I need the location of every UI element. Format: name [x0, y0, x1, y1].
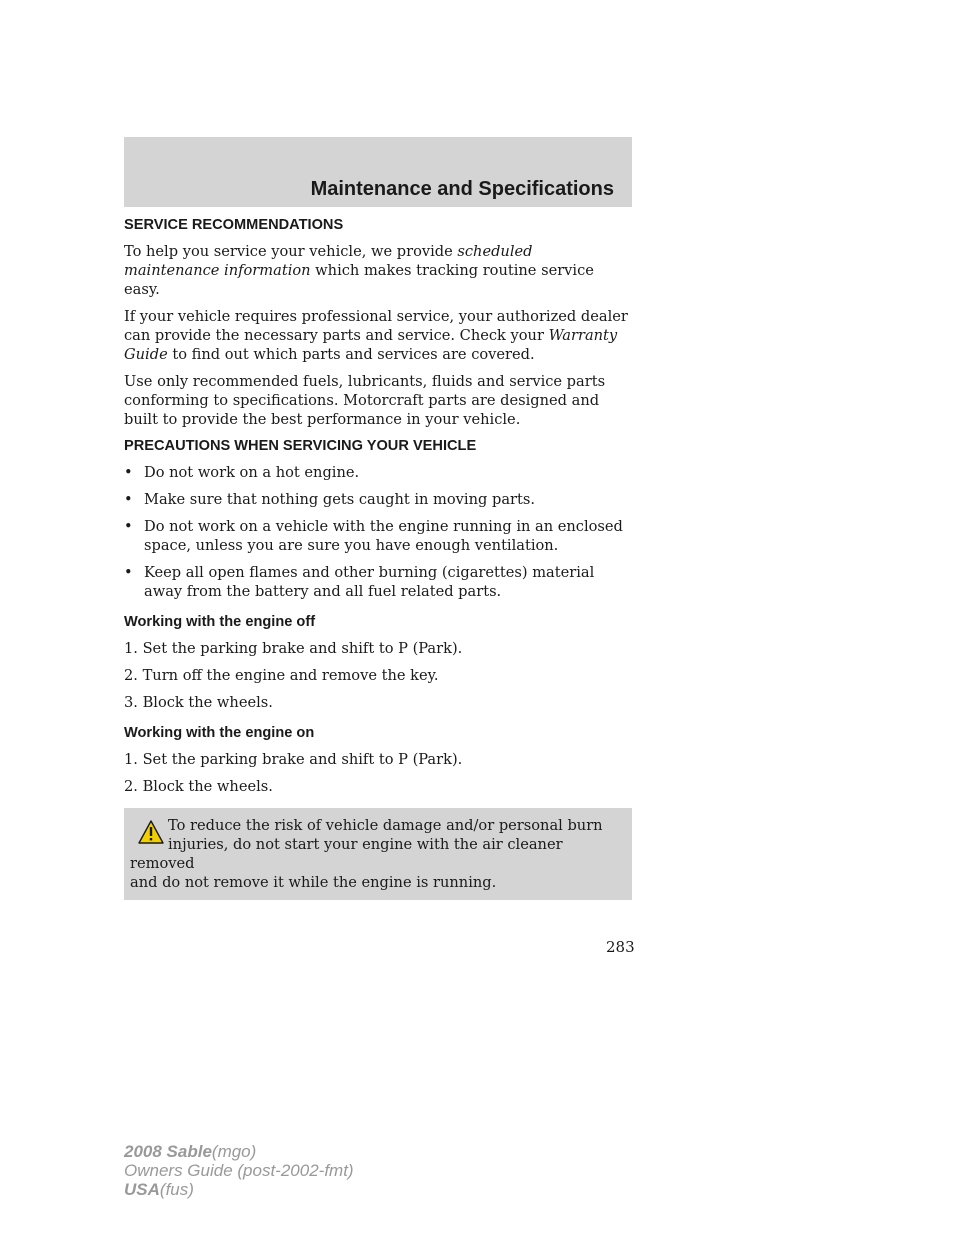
engine-off-step: 3. Block the wheels.: [124, 694, 273, 711]
warning-text: To reduce the risk of vehicle damage and/or personal burn injuries, do not start your engine with the air cleaner removed and do not remove it while the engine is running.: [130, 817, 603, 891]
engine-off-step: 2. Turn off the engine and remove the key.: [124, 667, 439, 684]
engine-on-step: 2. Block the wheels.: [124, 778, 273, 795]
warning-triangle-icon: [138, 820, 164, 844]
paragraph-professional-service: If your vehicle requires professional service, your authorized dealer can provide the necessary parts and service. Check your Warranty Guide to find out which parts and services are covered.: [124, 308, 628, 363]
paragraph-maintenance-info: To help you service your vehicle, we provide scheduled maintenance information which makes tracking routine service easy.: [124, 243, 594, 298]
section-header-band: [124, 137, 632, 207]
engine-on-heading: Working with the engine on: [124, 725, 315, 741]
page-content: [124, 216, 632, 900]
bullet-item: • Do not work on a hot engine.: [124, 464, 360, 481]
section-title: Maintenance and Specifications: [310, 178, 614, 200]
bullet-item: • Do not work on a vehicle with the engine running in an enclosed space, unless you are sure you have enough ventilation.: [124, 518, 623, 554]
engine-off-heading: Working with the engine off: [124, 614, 316, 630]
bullet-item: • Make sure that nothing gets caught in moving parts.: [124, 491, 535, 508]
engine-on-step: 1. Set the parking brake and shift to P (Park).: [124, 751, 463, 768]
precautions-heading: PRECAUTIONS WHEN SERVICING YOUR VEHICLE: [124, 438, 477, 454]
engine-off-step: 1. Set the parking brake and shift to P (Park).: [124, 640, 463, 657]
warning-box: [124, 808, 632, 900]
document-footer: 2008 Sable(mgo) Owners Guide (post-2002-fmt) USA(fus): [124, 1142, 354, 1199]
bullet-item: • Keep all open flames and other burning (cigarettes) material away from the battery and all fuel related parts.: [124, 564, 595, 600]
page-number: 283: [606, 938, 635, 956]
paragraph-recommended-fluids: Use only recommended fuels, lubricants, fluids and service parts conforming to specifications. Motorcraft parts are designed and built to provide the best performance in your vehicle.: [124, 373, 606, 428]
service-recommendations-heading: SERVICE RECOMMENDATIONS: [124, 217, 344, 233]
